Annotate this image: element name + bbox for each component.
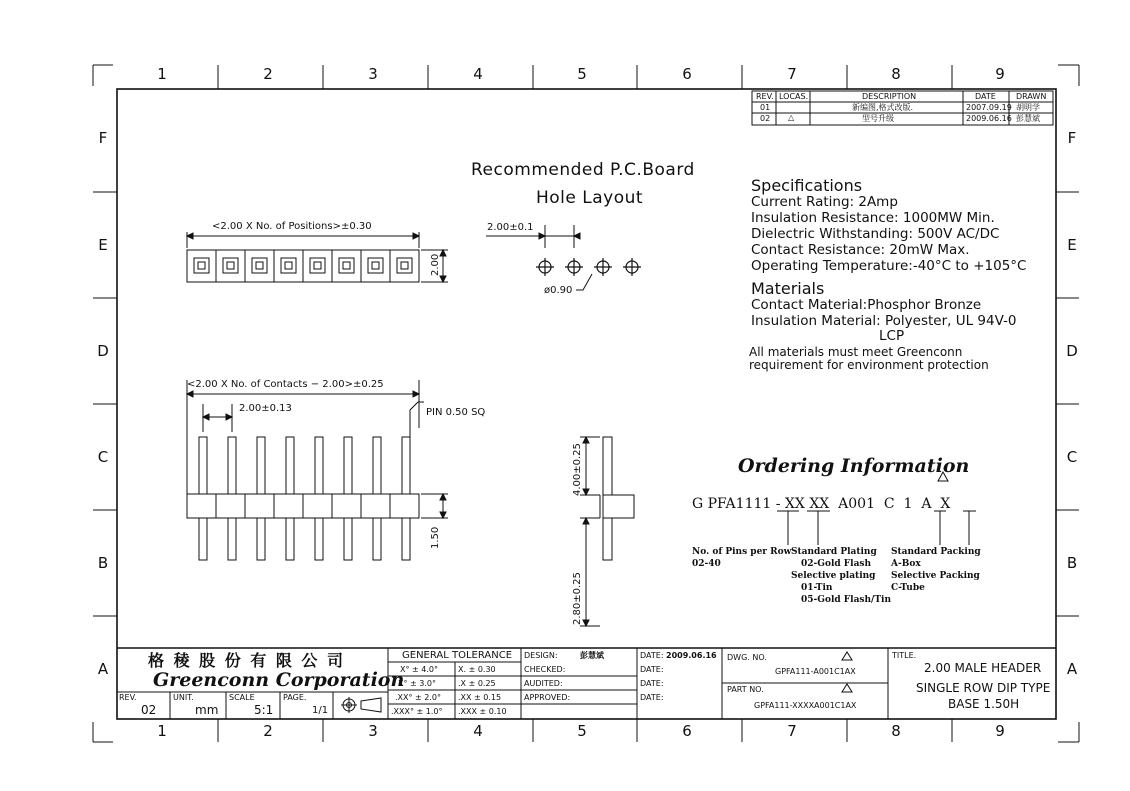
- corner-mark: [93, 65, 113, 86]
- drawn-value: 彭慧斌: [1016, 114, 1040, 123]
- zone-label: E: [98, 236, 108, 254]
- zone-label: C: [1066, 448, 1078, 466]
- part-code-prefix: G PFA1111 -: [692, 496, 785, 512]
- material-note-line: requirement for environment protection: [749, 358, 989, 372]
- tolerance-header: GENERAL TOLERANCE: [402, 650, 513, 661]
- legend-pins-range: 02-40: [692, 559, 721, 569]
- part-code-packing: A: [921, 496, 932, 512]
- design-label: DESIGN:: [524, 651, 558, 660]
- date-header: DATE: [975, 92, 996, 101]
- front-view-length-dim: <2.00 X No. of Contacts − 2.00>±0.25: [187, 379, 384, 390]
- audited-label: AUDITED:: [524, 679, 563, 688]
- scale-label: SCALE: [229, 693, 255, 702]
- ordering-title: Ordering Information: [738, 455, 970, 477]
- ordering-part-code: [692, 497, 950, 511]
- drawing-title-line: 2.00 MALE HEADER: [924, 661, 1042, 675]
- date-value: 2009.06.16: [966, 114, 1012, 123]
- zone-label: F: [1067, 129, 1077, 147]
- tolerance-angle: X° ± 3.0°: [398, 679, 436, 688]
- description-value: 新编图,格式改版.: [852, 103, 914, 112]
- spec-line: Operating Temperature:-40°C to +105°C: [751, 258, 1027, 274]
- title-label: TITLE.: [892, 651, 917, 660]
- pcb-layout-title: Recommended P.C.Board: [471, 160, 695, 180]
- zone-label: 8: [891, 722, 901, 740]
- page-value: 1/1: [312, 705, 329, 716]
- corner-mark: [93, 722, 113, 742]
- material-note-line: All materials must meet Greenconn: [749, 345, 963, 359]
- zone-label: 7: [787, 722, 797, 740]
- material-line: Insulation Material: Polyester, UL 94V-0: [751, 313, 1017, 329]
- legend-packing-line: Selective Packing: [891, 571, 980, 581]
- unit-label: UNIT.: [173, 693, 194, 702]
- zone-label: D: [1066, 342, 1078, 360]
- legend-plating-line: 02-Gold Flash: [801, 559, 872, 569]
- zone-label: 4: [473, 722, 483, 740]
- part-code-plating: XX: [809, 496, 830, 512]
- zone-label: 7: [787, 65, 797, 83]
- tolerance-linear: X. ± 0.30: [458, 665, 496, 674]
- tolerance-angle: X° ± 4.0°: [400, 665, 438, 674]
- top-view-height-dim: 2.00: [430, 253, 441, 276]
- checked-label: CHECKED:: [524, 665, 566, 674]
- drawn-value: 胡明学: [1016, 103, 1040, 112]
- zone-label: A: [1066, 660, 1078, 678]
- zone-label: 1: [157, 65, 167, 83]
- spec-line: Current Rating: 2Amp: [751, 194, 898, 210]
- rev-label: REV.: [119, 693, 137, 702]
- date-label: DATE:: [640, 679, 664, 688]
- drawing-title-line: BASE 1.50H: [948, 697, 1020, 711]
- side-view-lower-dim: 2.80±0.25: [572, 572, 583, 625]
- zone-label: 3: [368, 722, 378, 740]
- zone-label: C: [97, 448, 109, 466]
- tolerance-linear: .X ± 0.25: [458, 679, 496, 688]
- zone-label: B: [1066, 554, 1078, 572]
- zone-label: 5: [577, 65, 587, 83]
- part-code-space: [931, 496, 940, 512]
- rev-value: 02: [141, 703, 157, 717]
- rev-header: REV.: [756, 92, 774, 101]
- pcb-hole-dim: ø0.90: [544, 285, 573, 296]
- rev-value: 01: [760, 103, 771, 112]
- legend-plating-line: Selective plating: [791, 571, 876, 581]
- drawn-header: DRAWN: [1016, 92, 1047, 101]
- tolerance-angle: .XX° ± 2.0°: [395, 693, 442, 702]
- date-value: 2009.06.16: [666, 651, 717, 660]
- front-view-pitch-dim: 2.00±0.13: [239, 403, 292, 414]
- legend-plating-line: Standard Plating: [791, 547, 877, 557]
- material-line: Contact Material:Phosphor Bronze: [751, 297, 982, 313]
- front-view-pins: [199, 437, 410, 560]
- approved-label: APPROVED:: [524, 693, 571, 702]
- company-name-cn: 格 稜 股 份 有 限 公 司: [148, 651, 345, 670]
- projection-symbol-icon: [341, 697, 381, 713]
- zone-label: F: [98, 129, 108, 147]
- drawing-title-line: SINGLE ROW DIP TYPE: [916, 681, 1051, 695]
- zone-label: 6: [682, 65, 692, 83]
- zone-label: D: [97, 342, 109, 360]
- tolerance-linear: .XX ± 0.15: [458, 693, 502, 702]
- zone-label: B: [97, 554, 109, 572]
- pcb-pitch-dim: 2.00±0.1: [487, 222, 534, 233]
- specifications-title: Specifications: [751, 176, 863, 195]
- date-label: DATE:: [640, 693, 664, 702]
- spec-line: Insulation Resistance: 1000MW Min.: [751, 210, 995, 226]
- zone-label: 8: [891, 65, 901, 83]
- legend-packing-line: C-Tube: [891, 583, 925, 593]
- date-value: 2007.09.19: [966, 103, 1012, 112]
- side-view-upper-dim: 4.00±0.25: [572, 443, 583, 496]
- materials-title: Materials: [751, 279, 825, 298]
- part-code-middle: A001 C 1: [829, 496, 922, 512]
- legend-plating-line: 05-Gold Flash/Tin: [801, 595, 891, 605]
- pcb-layout-subtitle: Hole Layout: [536, 188, 644, 208]
- locas-header: LOCAS.: [779, 92, 809, 101]
- legend-plating-line: 01-Tin: [801, 583, 833, 593]
- dwg-no-label: DWG. NO.: [727, 653, 767, 662]
- revision-triangle-icon: [842, 684, 852, 692]
- scale-value: 5:1: [254, 703, 274, 717]
- locas-value: △: [788, 113, 795, 122]
- pcb-holes: [536, 258, 641, 276]
- material-line: LCP: [879, 328, 905, 344]
- zone-label: 9: [995, 722, 1005, 740]
- top-view-length-dim: <2.00 X No. of Positions>±0.30: [212, 221, 372, 232]
- zone-label: 5: [577, 722, 587, 740]
- dwg-no-value: GPFA111-A001C1AX: [775, 667, 856, 676]
- zone-label: 3: [368, 65, 378, 83]
- front-view-base-dim: 1.50: [430, 526, 441, 549]
- spec-line: Contact Resistance: 20mW Max.: [751, 242, 970, 258]
- design-value: 彭慧斌: [580, 651, 604, 660]
- zone-label: 1: [157, 722, 167, 740]
- part-code-pins: XX: [784, 496, 805, 512]
- legend-packing-line: A-Box: [891, 559, 921, 569]
- zone-label: 4: [473, 65, 483, 83]
- date-label: DATE:: [640, 665, 664, 674]
- spec-line: Dielectric Withstanding: 500V AC/DC: [751, 226, 1000, 242]
- unit-value: mm: [195, 703, 219, 717]
- part-no-label: PART NO.: [727, 685, 764, 694]
- legend-packing-line: Standard Packing: [891, 547, 981, 557]
- corner-mark: [1058, 65, 1079, 86]
- rev-value: 02: [760, 114, 771, 123]
- zone-label: E: [1067, 236, 1077, 254]
- zone-label: 6: [682, 722, 692, 740]
- zone-label: 9: [995, 65, 1005, 83]
- revision-triangle-icon: [842, 652, 852, 660]
- legend-pins-title: No. of Pins per Row: [692, 547, 792, 557]
- description-header: DESCRIPTION: [862, 92, 917, 101]
- corner-mark: [1058, 722, 1079, 742]
- tolerance-linear: .XXX ± 0.10: [458, 707, 507, 716]
- part-no-value: GPFA111-XXXXA001C1AX: [754, 701, 857, 710]
- zone-label: 2: [263, 65, 273, 83]
- pin-note: PIN 0.50 SQ: [426, 407, 486, 418]
- part-code-suffix: X: [940, 496, 951, 512]
- page-label: PAGE.: [283, 693, 307, 702]
- description-value: 型号升级: [862, 114, 894, 123]
- zone-label: A: [97, 660, 109, 678]
- company-name-en: Greenconn Corporation: [153, 669, 405, 691]
- tolerance-angle: .XXX° ± 1.0°: [391, 707, 443, 716]
- date-label: DATE:: [640, 651, 664, 660]
- zone-label: 2: [263, 722, 273, 740]
